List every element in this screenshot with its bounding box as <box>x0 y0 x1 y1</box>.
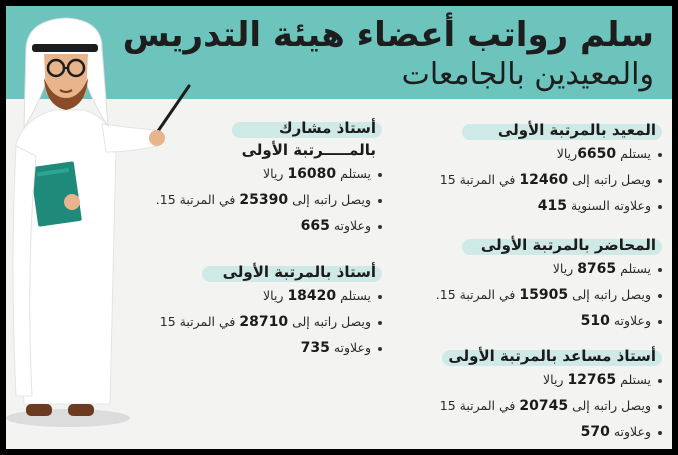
page-title: سلم رواتب أعضاء هيئة التدريس <box>122 15 654 55</box>
salary-suffix: ريالا <box>263 166 284 181</box>
raise-suffix: في المرتبة 15 <box>159 314 236 329</box>
raise-prefix: ويصل راتبه إلى <box>292 314 371 329</box>
bonus-prefix: وعلاوته <box>333 218 371 233</box>
section-heading-line2: بالمـــــرتبة الأولى <box>241 141 376 159</box>
salary-value: 6650 <box>577 146 617 162</box>
bonus-value: 665 <box>300 218 330 234</box>
salary-prefix: يستلم <box>620 372 651 387</box>
bullet-icon <box>658 431 662 435</box>
salary-value: 18420 <box>287 288 337 304</box>
bonus-prefix: وعلاوته السنوية <box>571 198 651 213</box>
section-associate-professor <box>132 117 382 239</box>
section-heading: أستاذ مشارك <box>278 119 376 137</box>
bullet-icon <box>378 295 382 299</box>
raise-row <box>392 393 662 419</box>
bullet-icon <box>658 320 662 324</box>
bonus-prefix: وعلاوته <box>613 424 651 439</box>
bullet-icon <box>378 173 382 177</box>
salary-row <box>392 256 662 282</box>
bonus-value: 570 <box>580 424 610 440</box>
bullet-icon <box>658 379 662 383</box>
raise-suffix: في المرتبة 15 <box>439 398 516 413</box>
bonus-row <box>392 308 662 334</box>
section-assistant-professor <box>392 345 662 445</box>
bullet-icon <box>658 268 662 272</box>
raise-suffix: في المرتبة 15. <box>435 287 516 302</box>
salary-row <box>132 283 382 309</box>
raise-prefix: ويصل راتبه إلى <box>572 172 651 187</box>
bonus-row <box>402 193 662 219</box>
page-subtitle: والمعيدين بالجامعات <box>401 57 654 92</box>
section-heading: أستاذ مساعد بالمرتبة الأولى <box>448 347 656 365</box>
raise-row <box>402 167 662 193</box>
salary-prefix: يستلم <box>340 166 371 181</box>
bullet-icon <box>378 347 382 351</box>
raise-value: 28710 <box>239 314 289 330</box>
salary-suffix: ريالا <box>552 261 574 276</box>
salary-suffix: ريالا <box>543 372 564 387</box>
section-heading: أستاذ بالمرتبة الأولى <box>222 263 376 281</box>
raise-prefix: ويصل راتبه إلى <box>572 287 651 302</box>
bonus-row <box>132 213 382 239</box>
notebook-icon <box>30 161 82 227</box>
section-teaching-assistant <box>402 119 662 219</box>
section-heading: المحاضر بالمرتبة الأولى <box>480 236 656 254</box>
bonus-value: 735 <box>300 340 330 356</box>
raise-value: 20745 <box>519 398 569 414</box>
bullet-icon <box>378 199 382 203</box>
salary-prefix: يستلم <box>340 288 371 303</box>
bullet-icon <box>658 405 662 409</box>
raise-value: 15905 <box>519 287 569 303</box>
section-lecturer <box>392 234 662 334</box>
bullet-icon <box>658 205 662 209</box>
bullet-icon <box>658 153 662 157</box>
salary-row <box>402 141 662 167</box>
bonus-row <box>132 335 382 361</box>
bonus-value: 510 <box>580 313 610 329</box>
raise-value: 12460 <box>519 172 569 188</box>
salary-value: 8765 <box>577 261 617 277</box>
raise-prefix: ويصل راتبه إلى <box>292 192 371 207</box>
salary-row <box>132 161 382 187</box>
raise-row <box>392 282 662 308</box>
salary-value: 16080 <box>287 166 337 182</box>
bullet-icon <box>658 179 662 183</box>
infographic-card <box>6 6 672 449</box>
bullet-icon <box>378 225 382 229</box>
raise-suffix: في المرتبة 15. <box>155 192 236 207</box>
raise-row <box>132 309 382 335</box>
salary-value: 12765 <box>567 372 617 388</box>
bullet-icon <box>378 321 382 325</box>
salary-prefix: يستلم <box>620 261 651 276</box>
raise-suffix: في المرتبة 15 <box>439 172 516 187</box>
section-professor <box>132 261 382 361</box>
raise-prefix: ويصل راتبه إلى <box>572 398 651 413</box>
salary-suffix: ريالا <box>556 146 578 161</box>
raise-row <box>132 187 382 213</box>
salary-row <box>392 367 662 393</box>
bonus-value: 415 <box>537 198 568 214</box>
salary-suffix: ريالا <box>263 288 284 303</box>
bonus-prefix: وعلاوته <box>613 313 651 328</box>
bonus-row <box>392 419 662 445</box>
section-heading: المعيد بالمرتبة الأولى <box>497 121 656 139</box>
salary-prefix: يستلم <box>620 146 651 161</box>
bonus-prefix: وعلاوته <box>333 340 371 355</box>
bullet-icon <box>658 294 662 298</box>
raise-value: 25390 <box>239 192 289 208</box>
